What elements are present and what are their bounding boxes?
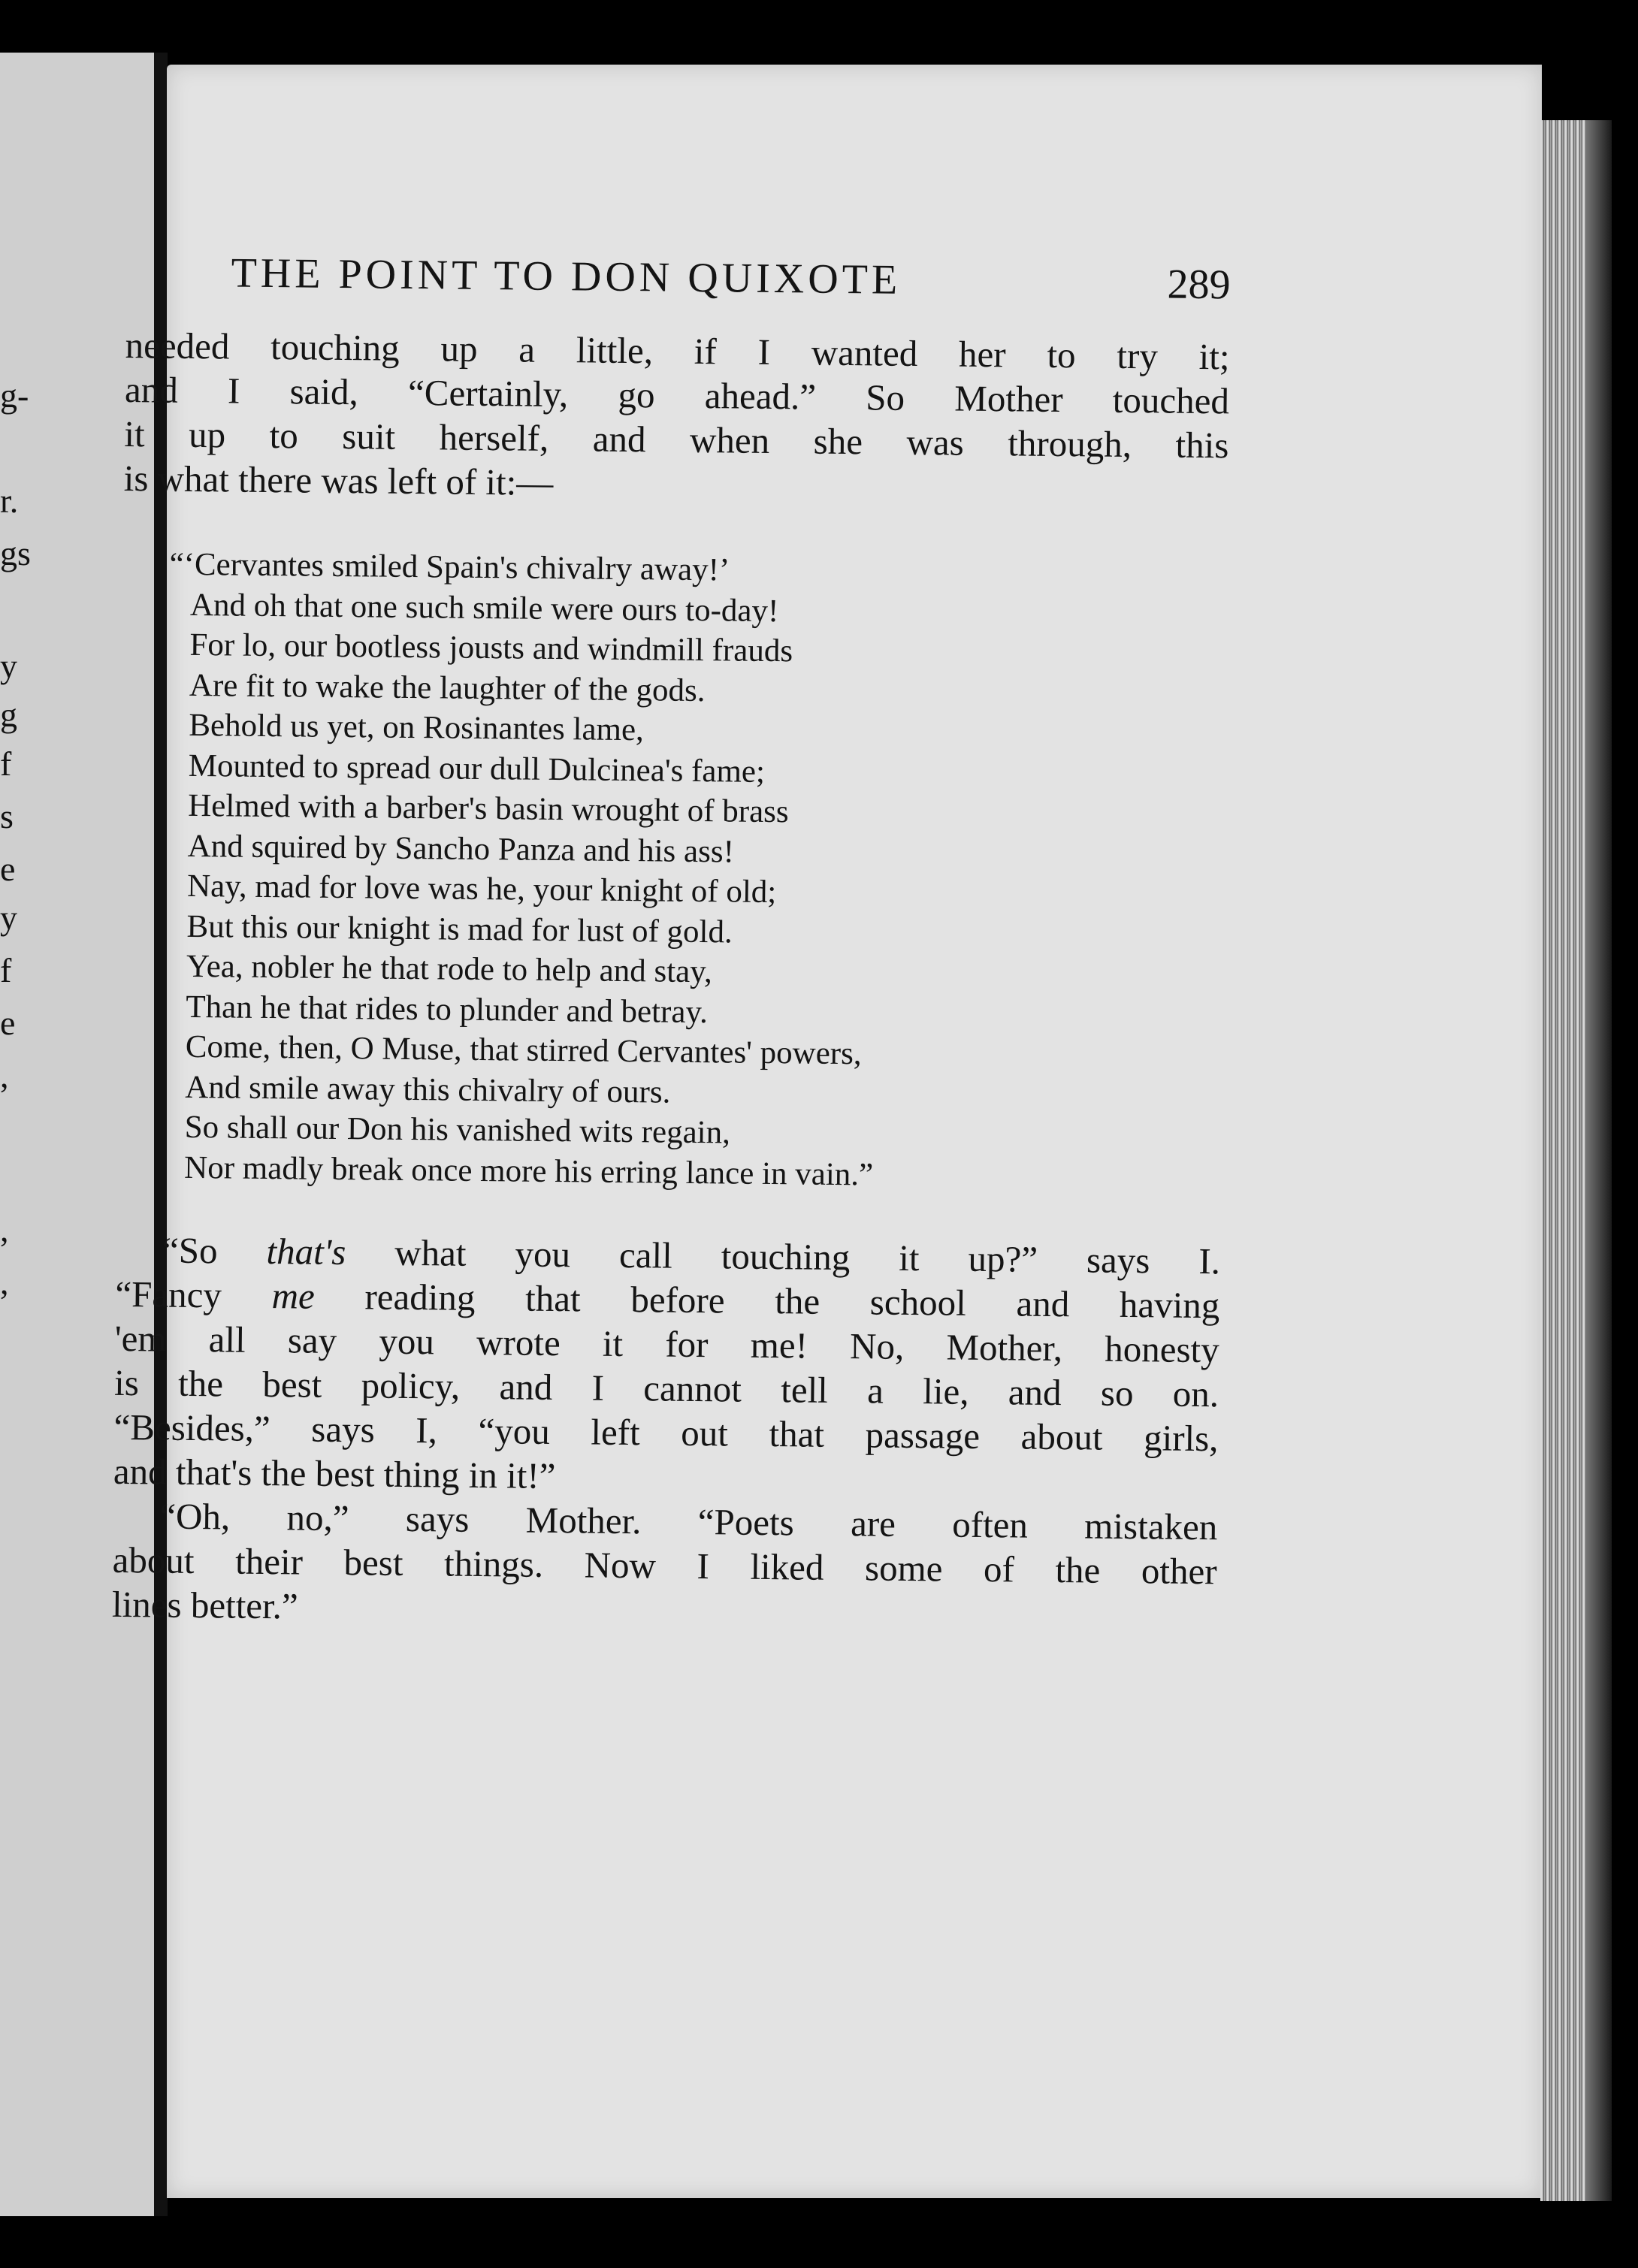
- facing-page-fragment: ,: [0, 1263, 9, 1301]
- text-line: and that's the best thing in it!”: [113, 1450, 556, 1497]
- poem-line: Nay, mad for love was he, your knight of old;: [186, 868, 777, 911]
- paragraph: [113, 1228, 1221, 1505]
- facing-page-fragment: r.: [0, 482, 19, 520]
- poem-line: So shall our Don his vanished wits regain,: [184, 1109, 731, 1151]
- poem-line: Than he that rides to plunder and betray.: [186, 989, 709, 1030]
- facing-page-fragment: s: [0, 797, 14, 835]
- page-edges: [1540, 120, 1612, 2201]
- poem-line: And smile away this chivalry of ours.: [185, 1069, 671, 1110]
- text-line: and I said, “Certainly, go ahead.” So Mother touched: [124, 368, 1230, 422]
- text-fragment: what you call touching it up?” says I.: [346, 1231, 1221, 1282]
- poem-line: And squired by Sancho Panza and his ass!: [187, 828, 735, 870]
- page-number: 289: [1167, 261, 1231, 309]
- text-fragment: reading that before the school and having: [314, 1275, 1220, 1327]
- poem-line: Are fit to wake the laughter of the gods.: [189, 667, 706, 708]
- poem-line: And oh that one such smile were ours to-day!: [189, 587, 779, 629]
- poem-line: But this our knight is mad for lust of gold.: [186, 908, 733, 950]
- text-line: about their best things. Now I liked some of the other: [112, 1539, 1217, 1593]
- poem-line: Behold us yet, on Rosinantes lame,: [189, 707, 645, 748]
- text-line: 'em all say you wrote it for me! No, Mother, honesty: [114, 1317, 1220, 1371]
- facing-page-fragment: gs: [0, 534, 31, 572]
- text-line: is what there was left of it:—: [123, 457, 554, 503]
- facing-page-fragment: y: [0, 898, 17, 937]
- poem-line: Come, then, O Muse, that stirred Cervantes' powers,: [185, 1028, 862, 1072]
- paragraph: [123, 323, 1229, 512]
- poem-line: For lo, our bootless jousts and windmill frauds: [189, 627, 793, 669]
- poem-line: Nor madly break once more his erring lance in vain.”: [183, 1149, 874, 1192]
- text-line: lines better.”: [111, 1583, 299, 1627]
- text-fragment: “So: [162, 1229, 267, 1273]
- poem-line: Yea, nobler he that rode to help and stay,: [186, 948, 712, 990]
- text-line: “Besides,” says I, “you left out that passage about girls,: [113, 1406, 1219, 1460]
- emphasis: that's: [266, 1231, 346, 1273]
- text-fragment: “Fancy: [115, 1273, 272, 1317]
- facing-page-fragment: g: [0, 696, 17, 734]
- facing-page-fragment: y: [0, 647, 17, 685]
- running-title: THE POINT TO DON QUIXOTE: [231, 249, 902, 304]
- poem-line: “‘Cervantes smiled Spain's chivalry away!’: [169, 546, 730, 588]
- facing-page-fragment: ,: [0, 1056, 9, 1095]
- poem-line: Mounted to spread our dull Dulcinea's fame;: [188, 747, 766, 790]
- paragraph: [112, 1493, 1218, 1638]
- page-content: [112, 248, 1231, 1638]
- text-line: needed touching up a little, if I wanted her to try it;: [125, 324, 1230, 378]
- text-line: “Oh, no,” says Mother. “Poets are often mistaken: [159, 1495, 1218, 1548]
- facing-page-fragment: f: [0, 951, 12, 989]
- facing-page-fragment: ,: [0, 1210, 9, 1249]
- running-head: [125, 248, 1231, 334]
- text-line: is the best policy, and I cannot tell a lie, and so on.: [113, 1361, 1219, 1415]
- poem-line: Helmed with a barber's basin wrought of brass: [187, 787, 789, 830]
- facing-page-fragment: g-: [0, 376, 29, 415]
- facing-page-fragment: e: [0, 1004, 16, 1042]
- emphasis: me: [271, 1275, 316, 1317]
- facing-page-fragment: f: [0, 744, 12, 783]
- text-line: it up to suit herself, and when she was through, this: [124, 412, 1229, 467]
- poem: [163, 545, 1228, 1199]
- facing-page-fragment: e: [0, 850, 16, 888]
